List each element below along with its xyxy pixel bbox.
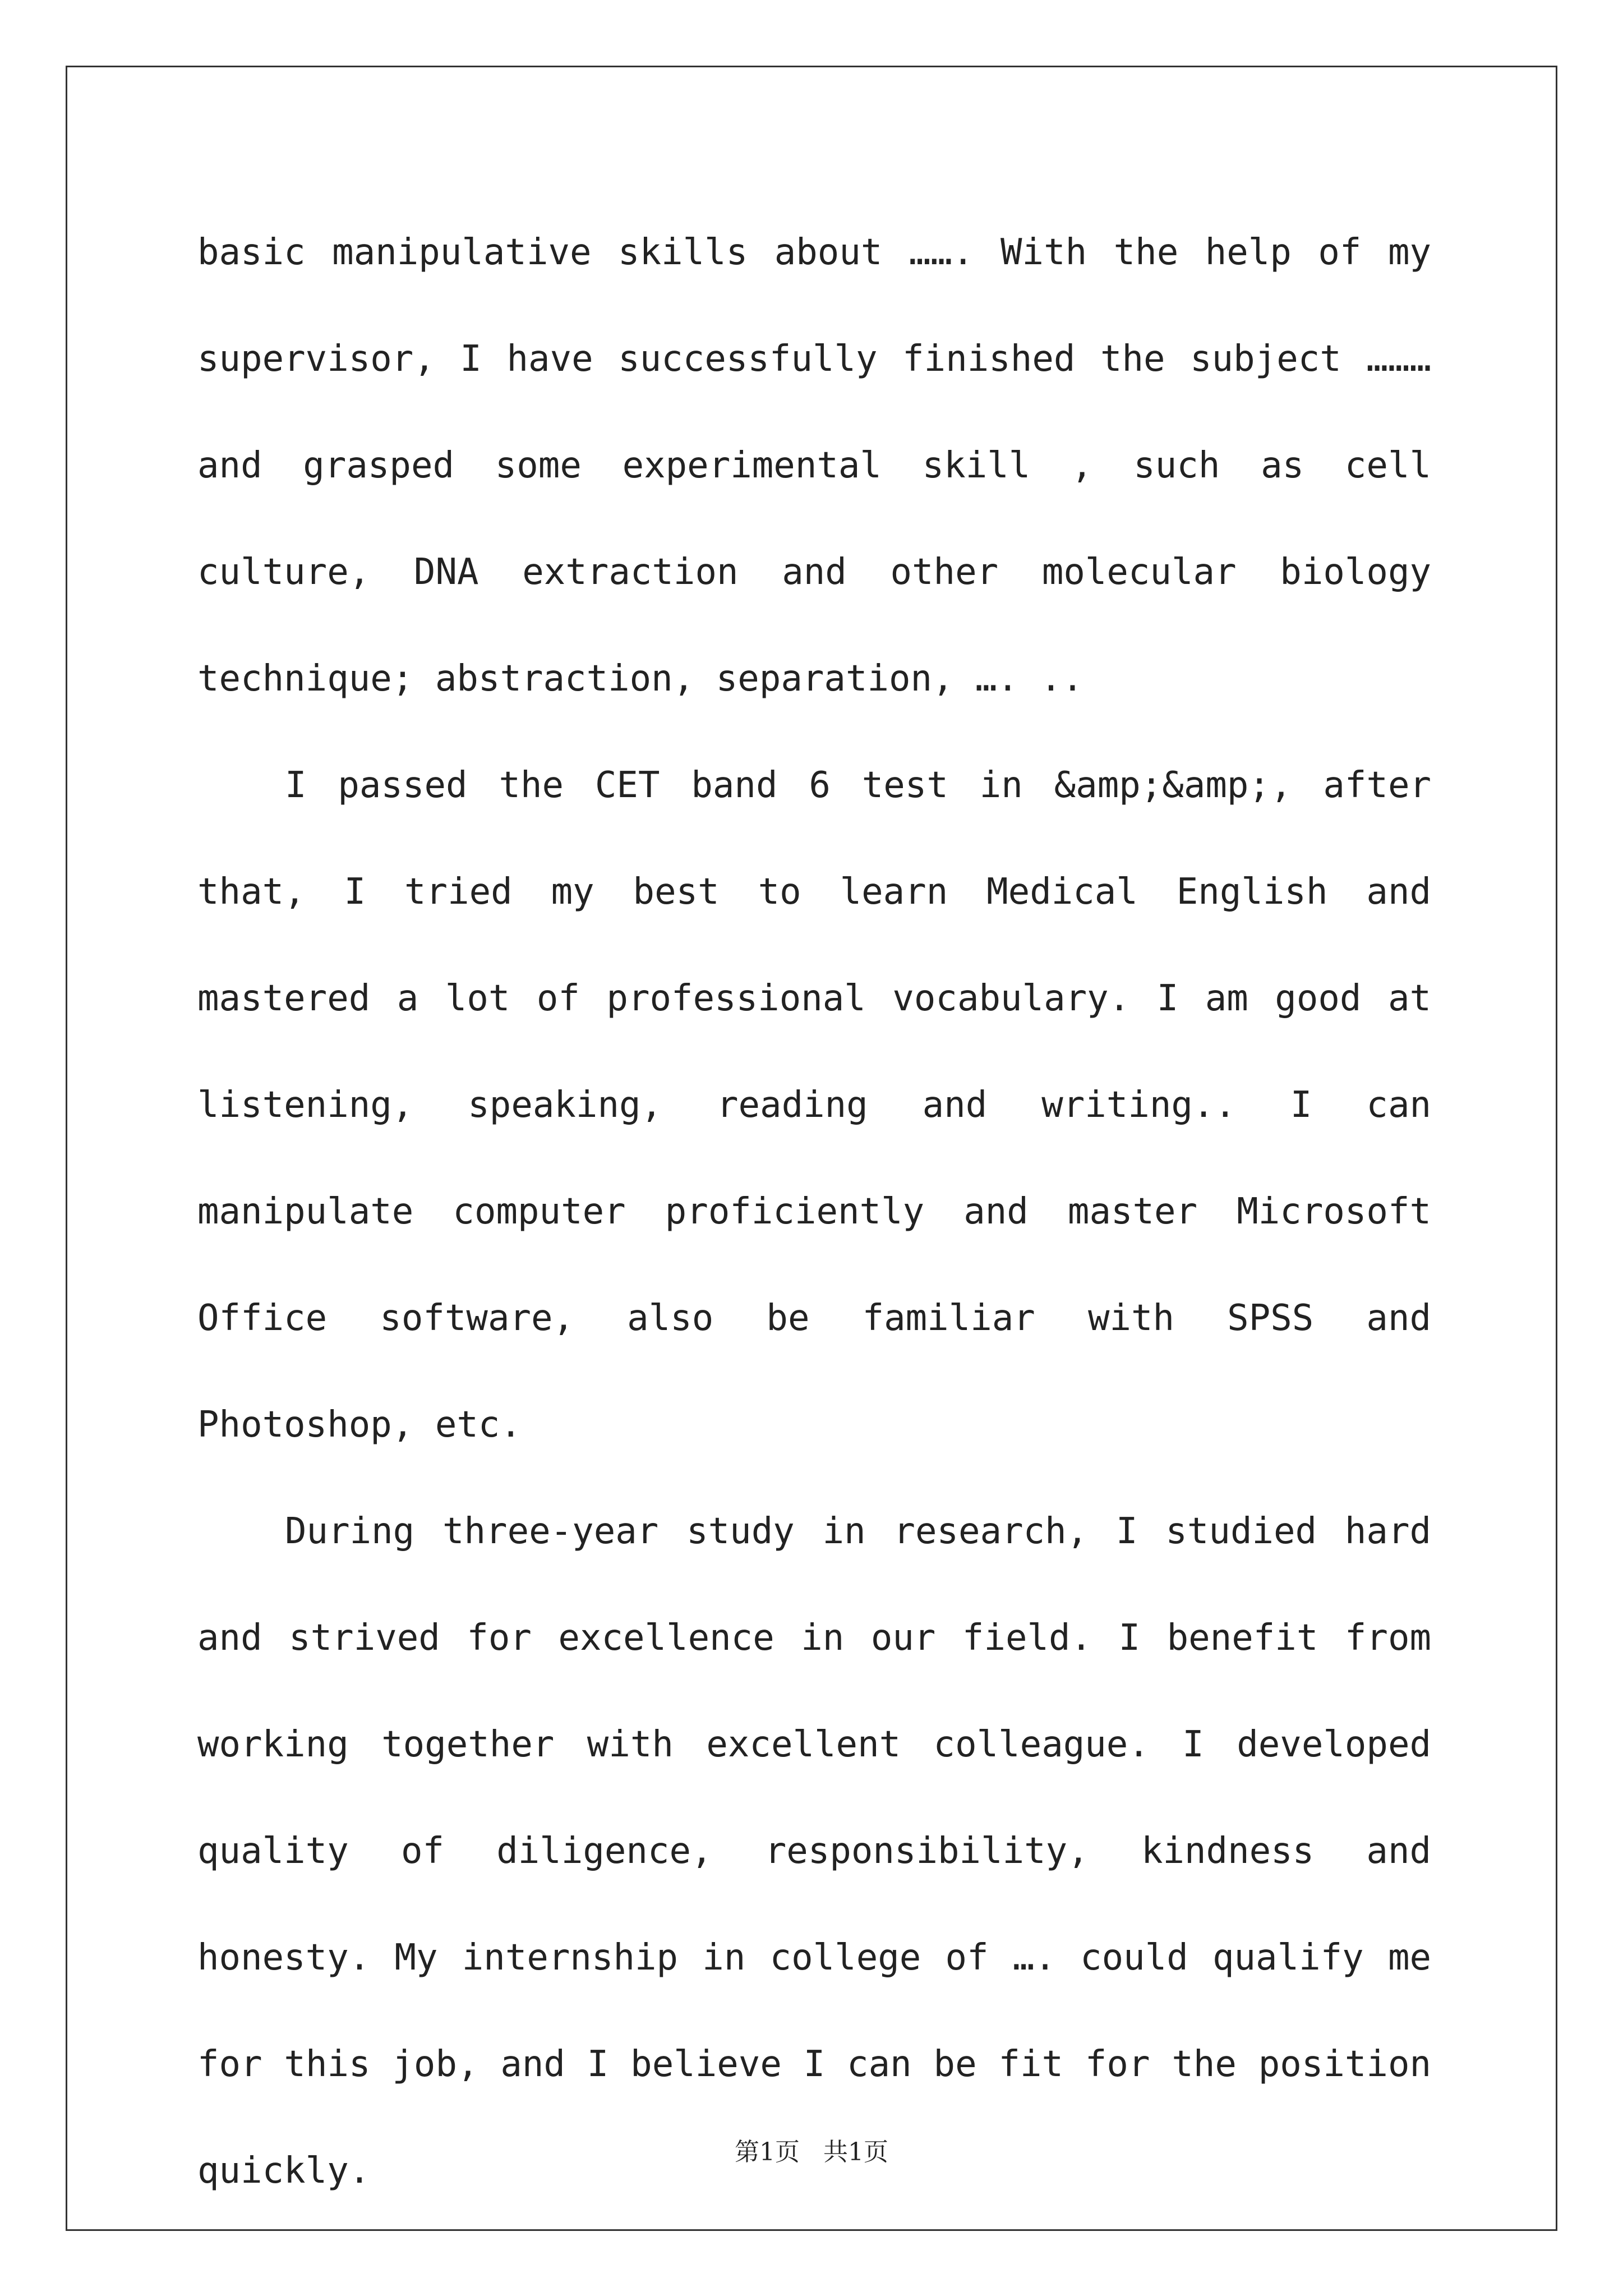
paragraph-1: basic manipulative skills about ……. With the help of my supervisor, I have successfully finished the subject ……… and grasped some experimental skill , such as cell culture, DNA extraction and other molecular biology technique; abstraction, separation, …. .. — [197, 232, 1431, 700]
page-number-footer: 第1页 共1页 — [735, 2138, 888, 2166]
paragraph-2: I passed the CET band 6 test in &amp;&amp;, after that, I tried my best to learn Medical English and mastered a lot of professional vocabulary. I am good at listening, speaking, reading and writing.. I can manipulate computer proficiently and master Microsoft Office software, also be familiar with SPSS and Photoshop, etc. — [197, 765, 1431, 1446]
paragraph-3: During three-year study in research, I studied hard and strived for excellence in our field. I benefit from working together with excellent colleague. I developed quality of diligence, responsibility, kindness and honesty. My internship in college of …. could qualify me for this job, and I believe I can be fit for the position quickly. — [197, 1511, 1431, 2192]
document-body — [197, 199, 1431, 2224]
